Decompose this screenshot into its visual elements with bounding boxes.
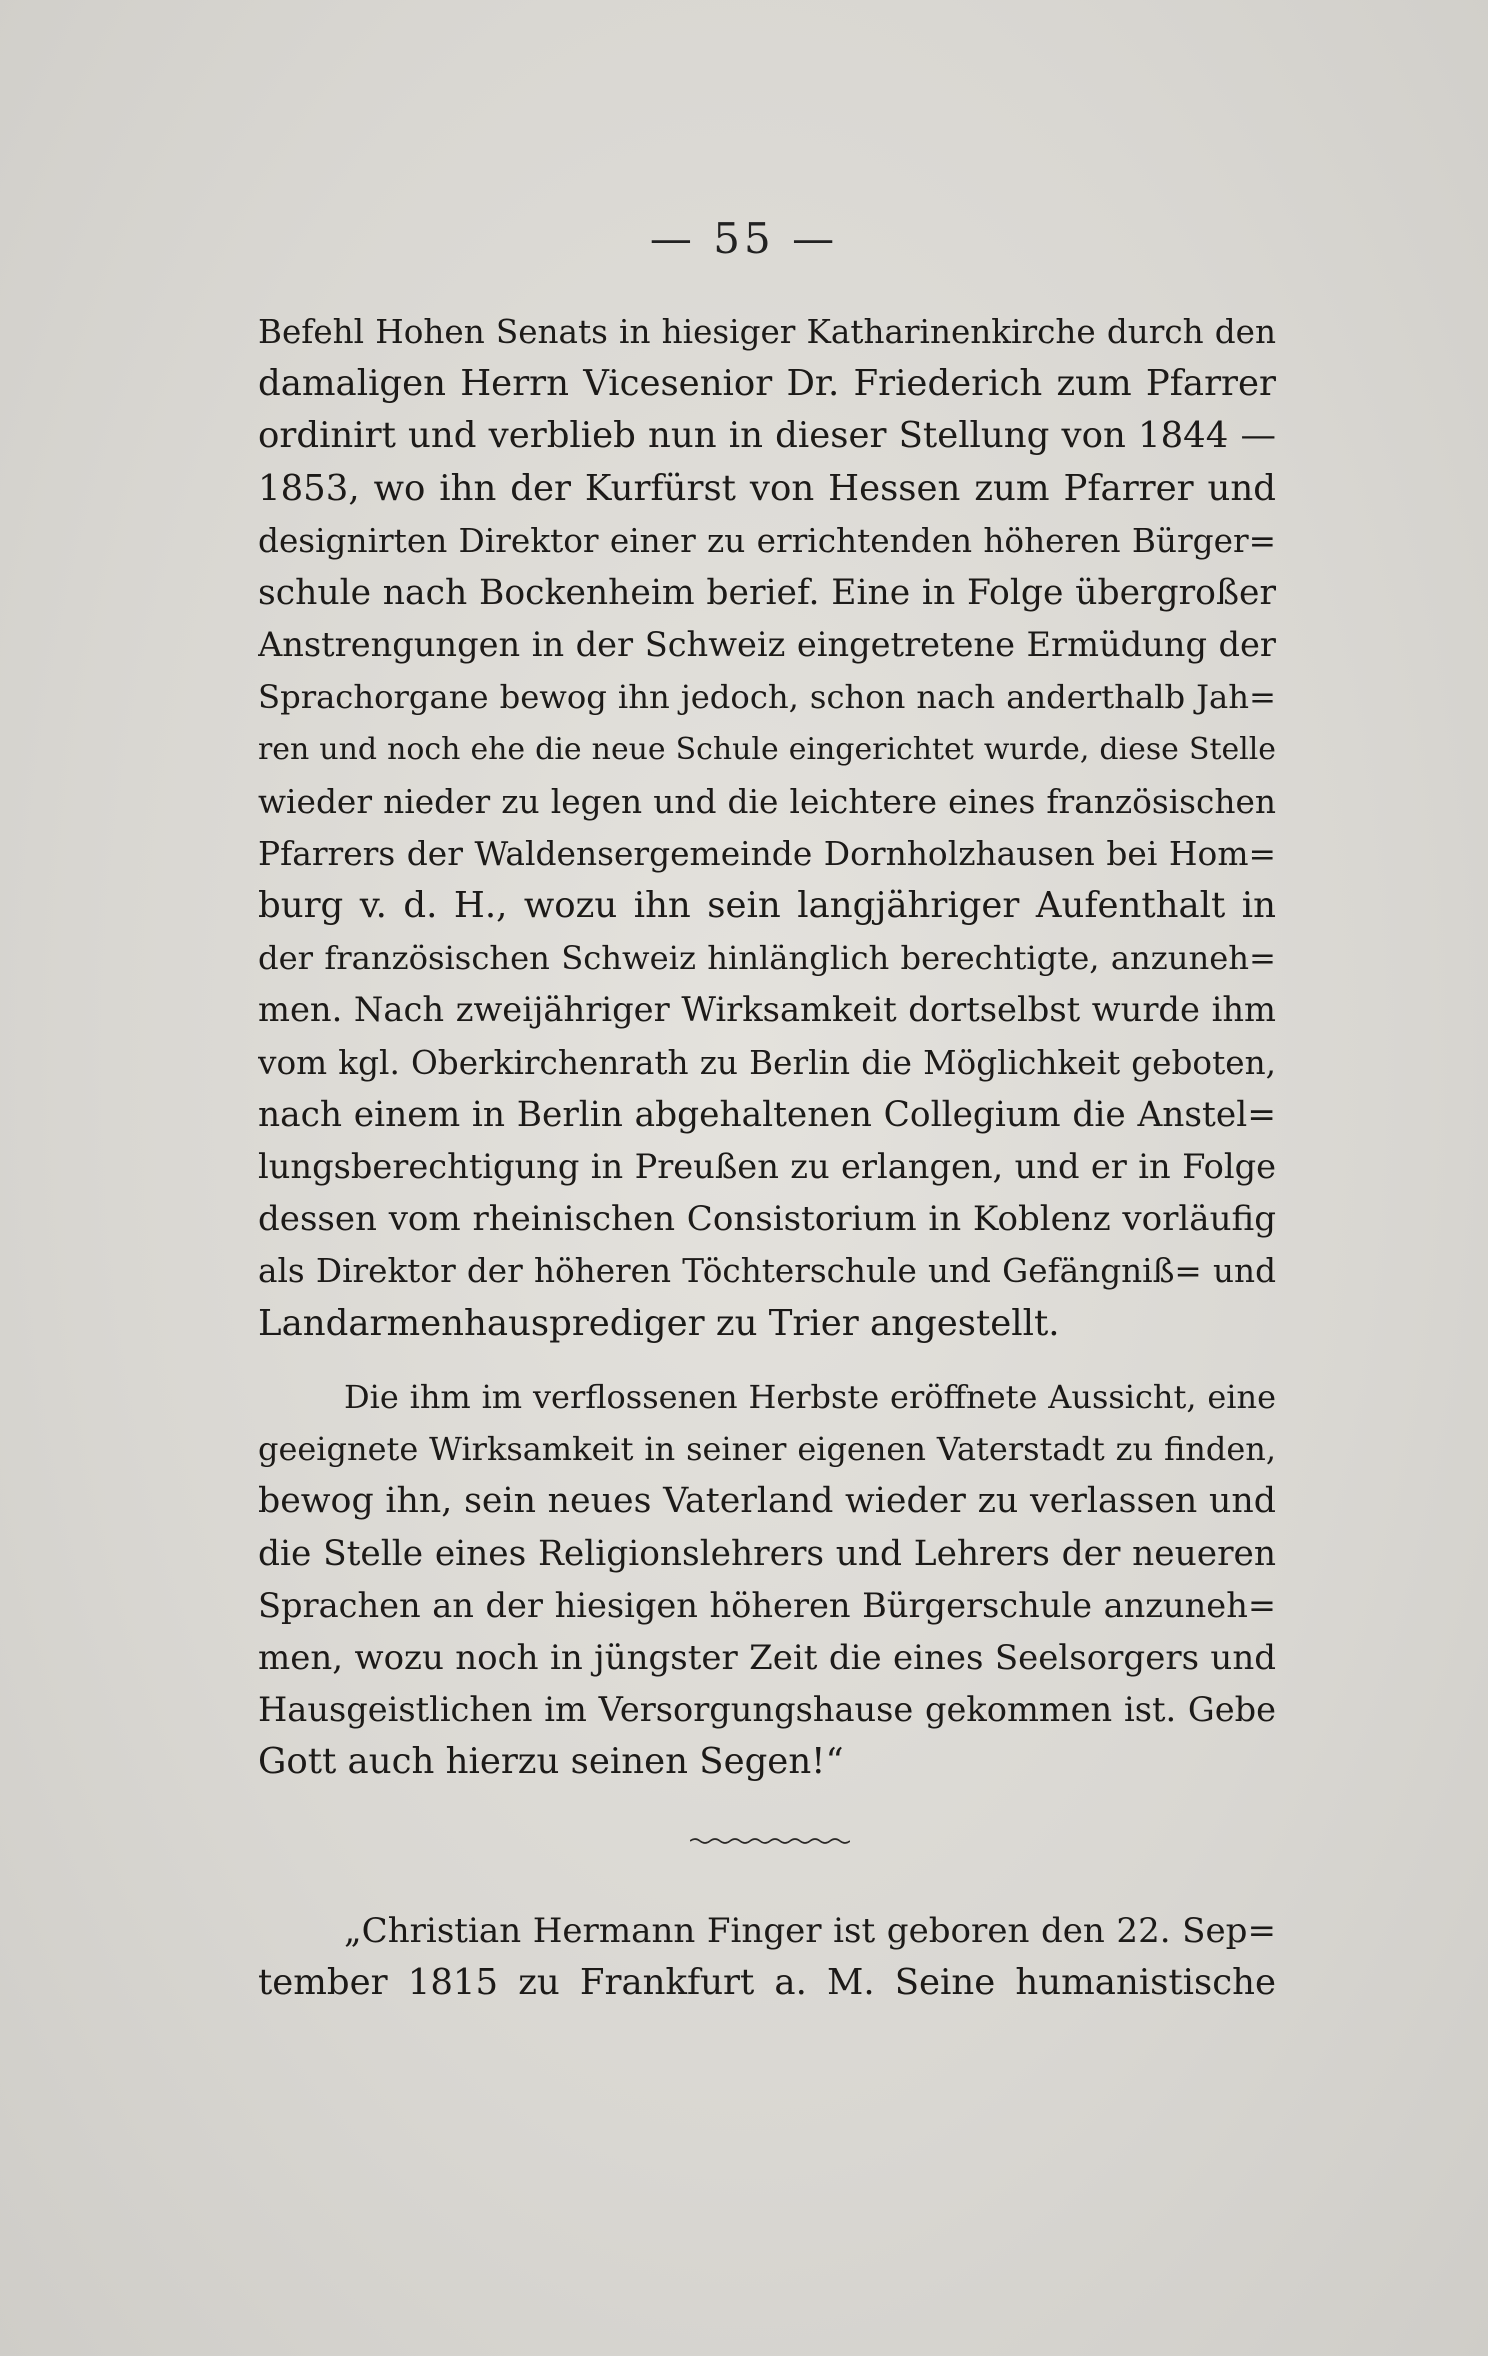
page-number: — 55 —	[649, 214, 839, 263]
text-line: Gott auch hierzu seinen Segen!“	[258, 1741, 844, 1783]
text-line: 1853, wo ihn der Kurfürst von Hessen zum Pfarrer und	[258, 467, 1276, 509]
text-line: dessen vom rheinischen Consistorium in Koblenz vorläufig	[258, 1199, 1276, 1240]
text-line: der französischen Schweiz hinlänglich berechtigte, anzuneh=	[258, 939, 1276, 978]
paragraph-3	[258, 1905, 1276, 2009]
text-line: ordinirt und verblieb nun in dieser Stellung von 1844 —	[258, 415, 1276, 457]
text-line: Die ihm im verflossenen Herbste eröffnete Aussicht, eine	[344, 1378, 1276, 1416]
text-line: Sprachen an der hiesigen höheren Bürgerschule anzuneh=	[258, 1585, 1276, 1625]
text-line: designirten Direktor einer zu errichtenden höheren Bürger=	[258, 521, 1276, 560]
text-line: als Direktor der höheren Töchterschule und Gefängniß= und	[258, 1252, 1276, 1291]
paragraph-2	[258, 1371, 1276, 1789]
text-line: Landarmenhausprediger zu Trier angestellt.	[258, 1302, 1060, 1344]
text-line: Pfarrers der Waldensergemeinde Dornholzhausen bei Hom=	[258, 834, 1276, 873]
text-line: „Christian Hermann Finger ist geboren den 22. Sep=	[344, 1911, 1276, 1951]
text-line: burg v. d. H., wozu ihn sein langjähriger Aufenthalt in	[258, 885, 1276, 927]
text-line: vom kgl. Oberkirchenrath zu Berlin die Möglichkeit geboten,	[258, 1043, 1276, 1082]
text-line: schule nach Bockenheim berief. Eine in Folge übergroßer	[258, 572, 1276, 613]
wavy-divider	[690, 1836, 850, 1846]
text-line: bewog ihn, sein neues Vaterland wieder zu verlassen und	[258, 1481, 1276, 1522]
text-line: lungsberechtigung in Preußen zu erlangen, und er in Folge	[258, 1147, 1276, 1186]
paragraph-1	[258, 306, 1276, 1350]
text-line: Anstrengungen in der Schweiz eingetretene Ermüdung der	[258, 625, 1276, 665]
text-line: Hausgeistlichen im Versorgungshause gekommen ist. Gebe	[258, 1690, 1276, 1730]
text-line: Sprachorgane bewog ihn jedoch, schon nach anderthalb Jah=	[258, 678, 1276, 717]
text-line: ren und noch ehe die neue Schule eingerichtet wurde, diese Stelle	[258, 731, 1276, 767]
text-line: men, wozu noch in jüngster Zeit die eines Seelsorgers und	[258, 1637, 1276, 1678]
text-line: damaligen Herrn Vicesenior Dr. Friederich zum Pfarrer	[258, 363, 1276, 405]
text-line: die Stelle eines Religionslehrers und Lehrers der neueren	[258, 1533, 1276, 1574]
text-line: geeignete Wirksamkeit in seiner eigenen Vaterstadt zu finden,	[258, 1430, 1276, 1469]
text-line: men. Nach zweijähriger Wirksamkeit dortselbst wurde ihm	[258, 990, 1276, 1030]
text-line: tember 1815 zu Frankfurt a. M. Seine humanistische	[258, 1962, 1276, 2004]
text-line: Befehl Hohen Senats in hiesiger Katharinenkirche durch den	[258, 313, 1276, 351]
text-line: wieder nieder zu legen und die leichtere eines französischen	[258, 782, 1276, 821]
text-line: nach einem in Berlin abgehaltenen Collegium die Anstel=	[258, 1094, 1276, 1135]
